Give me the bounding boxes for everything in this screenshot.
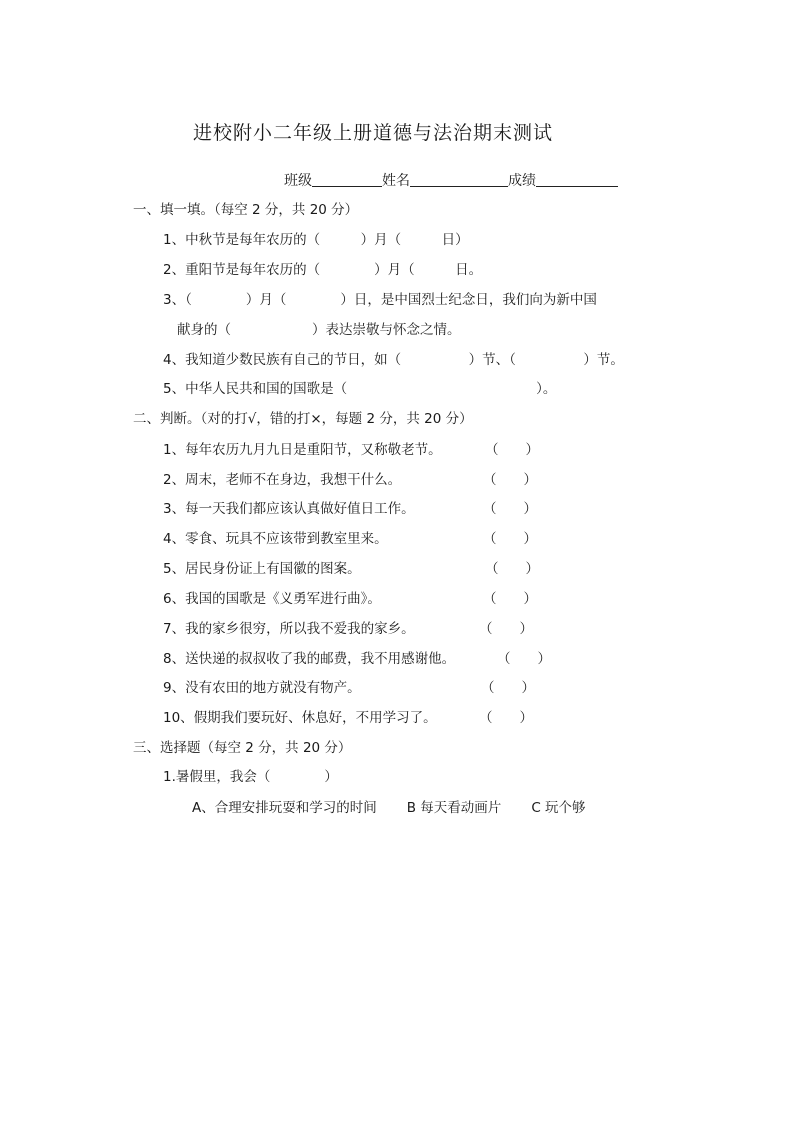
- judge-item: [163, 530, 537, 548]
- judge-item: [163, 560, 539, 578]
- option-a: A、合理安排玩耍和学习的时间: [192, 800, 377, 816]
- question-text: 每年农历九月九日是重阳节，又称敬老节。: [185, 442, 442, 458]
- section1-header: 一、填一填。（每空 2 分，共 20 分）: [133, 202, 359, 218]
- judge-item: [163, 650, 551, 668]
- question-text: （ ）月（ ）日，是中国烈士纪念日，我们向为新中国: [185, 292, 597, 308]
- judge-item: [163, 590, 537, 608]
- section1-q2: [163, 261, 482, 279]
- score-label: 成绩: [508, 173, 536, 189]
- question-number: 1、: [163, 232, 186, 248]
- question-number: 5、: [163, 561, 186, 577]
- section1-q3-continued: 献身的（ ）表达崇敬与怀念之情。: [177, 322, 461, 338]
- answer-parens: （ ）: [479, 621, 533, 637]
- answer-parens: （ ）: [485, 561, 539, 577]
- judge-item: [163, 709, 533, 727]
- class-label: 班级: [284, 173, 312, 189]
- question-number: 4、: [163, 352, 186, 368]
- answer-parens: （ ）: [485, 442, 539, 458]
- score-blank: [536, 172, 618, 187]
- question-number: 2、: [163, 472, 186, 488]
- question-text: 送快递的叔叔收了我的邮费，我不用感谢他。: [185, 651, 456, 667]
- page-title: 进校附小二年级上册道德与法治期末测试: [193, 122, 554, 144]
- answer-parens: （ ）: [481, 680, 535, 696]
- section3-q1-options: [192, 799, 586, 817]
- class-blank: [312, 172, 382, 187]
- section1-q5: [163, 380, 556, 398]
- question-number: 7、: [163, 621, 186, 637]
- answer-parens: （ ）: [483, 472, 537, 488]
- question-number: 1、: [163, 442, 186, 458]
- question-text: 假期我们要玩好、休息好，不用学习了。: [193, 710, 437, 726]
- question-text: 没有农田的地方就没有物产。: [185, 680, 361, 696]
- answer-parens: （ ）: [483, 531, 537, 547]
- judge-item: [163, 471, 537, 489]
- question-number: 3、: [163, 292, 186, 308]
- name-blank: [410, 172, 508, 187]
- question-text: 中秋节是每年农历的（ ）月（ 日）: [185, 232, 469, 248]
- answer-parens: （ ）: [479, 710, 533, 726]
- question-text: 我的家乡很穷，所以我不爱我的家乡。: [185, 621, 415, 637]
- question-number: 3、: [163, 501, 186, 517]
- student-info-row: [284, 170, 618, 190]
- question-text: 重阳节是每年农历的（ ）月（ 日。: [185, 262, 483, 278]
- question-text: 我国的国歌是《义勇军进行曲》。: [185, 591, 381, 607]
- judge-item: [163, 679, 535, 697]
- answer-parens: （ ）: [497, 651, 551, 667]
- question-number: 8、: [163, 651, 186, 667]
- section1-q1: [163, 231, 469, 249]
- section2-header: 二、判断。（对的打√，错的打×，每题 2 分，共 20 分）: [133, 411, 473, 427]
- answer-parens: （ ）: [483, 501, 537, 517]
- question-text: 周末，老师不在身边，我想干什么。: [185, 472, 402, 488]
- name-label: 姓名: [382, 173, 410, 189]
- judge-item: [163, 441, 539, 459]
- question-number: 4、: [163, 531, 186, 547]
- question-text: 每一天我们都应该认真做好值日工作。: [185, 501, 415, 517]
- judge-item: [163, 500, 537, 518]
- question-text: 我知道少数民族有自己的节日，如（ ）节、（ ）节。: [185, 352, 624, 368]
- question-text: 中华人民共和国的国歌是（ ）。: [185, 381, 557, 397]
- question-number: 10、: [163, 710, 194, 726]
- question-number: 2、: [163, 262, 186, 278]
- option-c: C 玩个够: [531, 800, 586, 816]
- section3-q1: 1.暑假里，我会（ ）: [163, 769, 338, 785]
- question-number: 6、: [163, 591, 186, 607]
- question-number: 5、: [163, 381, 186, 397]
- question-number: 9、: [163, 680, 186, 696]
- judge-item: [163, 620, 533, 638]
- question-text: 零食、玩具不应该带到教室里来。: [185, 531, 388, 547]
- section3-header: 三、选择题（每空 2 分，共 20 分）: [133, 740, 352, 756]
- option-b: B 每天看动画片: [406, 800, 502, 816]
- section1-q3: [163, 291, 597, 309]
- question-text: 居民身份证上有国徽的图案。: [185, 561, 361, 577]
- section1-q4: [163, 351, 624, 369]
- answer-parens: （ ）: [483, 591, 537, 607]
